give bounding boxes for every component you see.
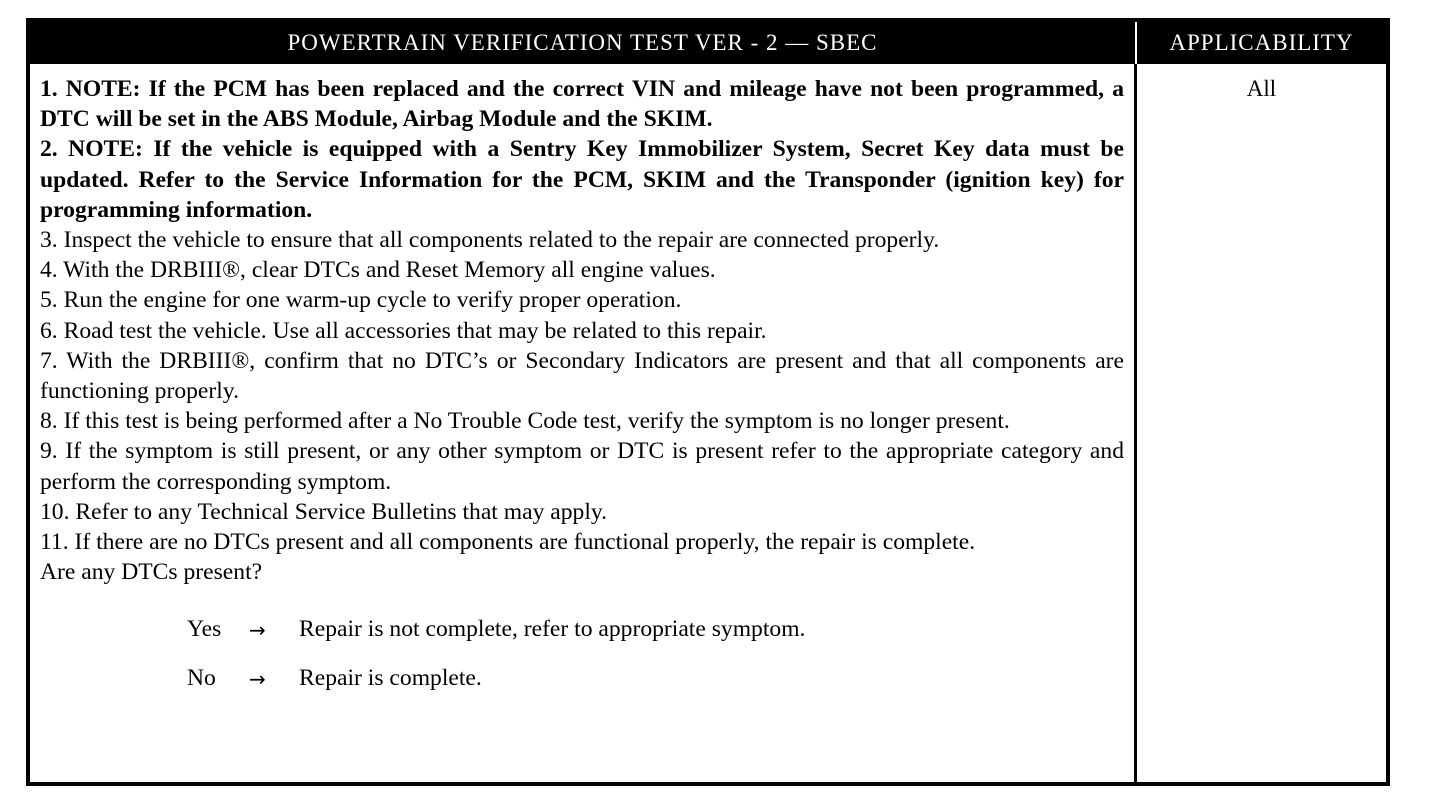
answers <box>187 605 1124 703</box>
step-7: 7. With the DRBIII®, confirm that no DTC’s or Secondary Indicators are present and that all components are functioning properly. <box>40 347 1124 405</box>
steps-list <box>40 74 1124 557</box>
verification-test-table <box>26 18 1390 786</box>
procedure-cell <box>30 64 1137 782</box>
step-10: 10. Refer to any Technical Service Bulletins that may apply. <box>40 498 608 525</box>
step-6: 6. Road test the vehicle. Use all accessories that may be related to this repair. <box>40 317 767 344</box>
applicability-value: All <box>1246 76 1277 101</box>
arrow-right-icon: → <box>249 666 266 691</box>
step-9: 9. If the symptom is still present, or any other symptom or DTC is present refer to the appropriate category and perform the corresponding symptom. <box>40 438 1124 495</box>
answer-result: Repair is complete. <box>299 665 482 692</box>
step-5: 5. Run the engine for one warm-up cycle to verify proper operation. <box>40 287 682 314</box>
step-8: 8. If this test is being performed after a No Trouble Code test, verify the symptom is no longer present. <box>40 408 1010 435</box>
answer-option: No <box>187 665 216 692</box>
applicability-header: APPLICABILITY <box>1137 22 1386 64</box>
table-title-header: POWERTRAIN VERIFICATION TEST VER - 2 — SBEC <box>30 22 1137 64</box>
arrow-right-icon: → <box>249 617 266 642</box>
step-4: 4. With the DRBIII®, clear DTCs and Reset Memory all engine values. <box>40 257 716 284</box>
answer-yes <box>187 605 1124 654</box>
answer-option: Yes <box>187 616 222 643</box>
step-11: 11. If there are no DTCs present and all components are functional properly, the repair is complete. <box>40 529 976 556</box>
step-1: 1. NOTE: If the PCM has been replaced and the correct VIN and mileage have not been programmed, a DTC will be set in the ABS Module, Airbag Module and the SKIM. <box>40 76 1124 133</box>
step-3: 3. Inspect the vehicle to ensure that all components related to the repair are connected properly. <box>40 227 940 254</box>
question-text: Are any DTCs present? <box>40 559 263 586</box>
answer-result: Repair is not complete, refer to appropriate symptom. <box>299 616 806 643</box>
step-2: 2. NOTE: If the vehicle is equipped with a Sentry Key Immobilizer System, Secret Key data must be updated. Refer to the Service Information for the PCM, SKIM and the Transponder (ignition key) for programming information. <box>40 136 1124 223</box>
answer-no <box>187 654 1124 703</box>
